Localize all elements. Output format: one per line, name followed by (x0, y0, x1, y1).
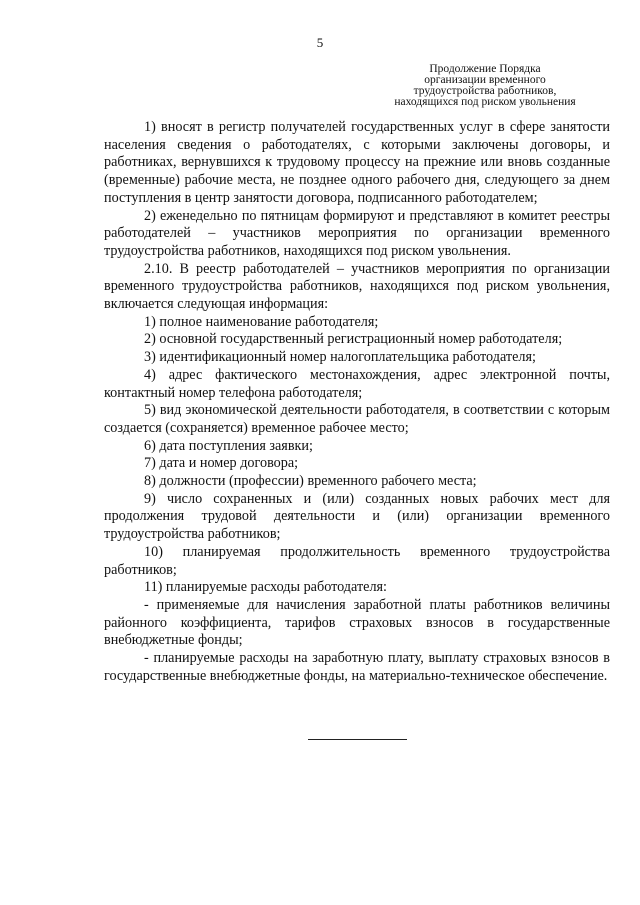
page-number: 5 (316, 35, 324, 50)
document-header (360, 64, 610, 108)
end-divider-line (308, 739, 407, 740)
list-item: 5) вид экономической деятельности работодателя, в соответствии с которым создается (сохраняется) временное рабочее место; (104, 402, 610, 436)
paragraph: 2.10. В реестр работодателей – участников мероприятия по организации временного трудоустройства работников, находящихся под риском увольнения, включается следующая информация: (104, 260, 610, 313)
header-line: Продолжение Порядка (429, 63, 541, 75)
paragraph: 1) вносят в регистр получателей государственных услуг в сфере занятости населения сведения о работодателях, с которыми заключены договоры, и работниках, вернувшихся к трудовому процессу на прежние или вновь созданные (временные) рабочие места, не позднее одного рабочего дня, следующего за днем поступления в центр занятости договора, подписанного работодателем; (104, 119, 610, 206)
list-item: 11) планируемые расходы работодателя: (144, 579, 387, 596)
document-body (104, 119, 610, 686)
header-line: находящихся под риском увольнения (394, 96, 576, 108)
paragraph: 2) еженедельно по пятницам формируют и представляют в комитет реестры работодателей – участников мероприятия по организации временного трудоустройства работников, находящихся под риском увольнения. (104, 207, 610, 259)
list-item: 4) адрес фактического местонахождения, адрес электронной почты, контактный номер телефона работодателя; (104, 366, 610, 401)
list-item: 1) полное наименование работодателя; (144, 313, 379, 330)
list-item: 8) должности (профессии) временного рабочего места; (144, 473, 477, 490)
sub-list-item: - планируемые расходы на заработную плату, выплату страховых взносов в государственные внебюджетные фонды, на материально-техническое обеспечение. (104, 650, 610, 684)
list-item: 3) идентификационный номер налогоплательщика работодателя; (144, 349, 536, 366)
list-item: 7) дата и номер договора; (144, 455, 299, 472)
list-item: 2) основной государственный регистрационный номер работодателя; (144, 331, 563, 348)
header-line: организации временного (424, 74, 546, 86)
list-item: 10) планируемая продолжительность временного трудоустройства работников; (104, 543, 610, 578)
list-item: 9) число сохраненных и (или) созданных новых рабочих мест для продолжения трудовой деятельности и (или) организации временного трудоустройства работников; (104, 490, 610, 543)
list-item: 6) дата поступления заявки; (144, 437, 313, 454)
sub-list-item: - применяемые для начисления заработной платы работников величины районного коэффициента, тарифов страховых взносов в государственные внебюджетные фонды; (104, 596, 610, 649)
header-line: трудоустройства работников, (413, 85, 557, 97)
